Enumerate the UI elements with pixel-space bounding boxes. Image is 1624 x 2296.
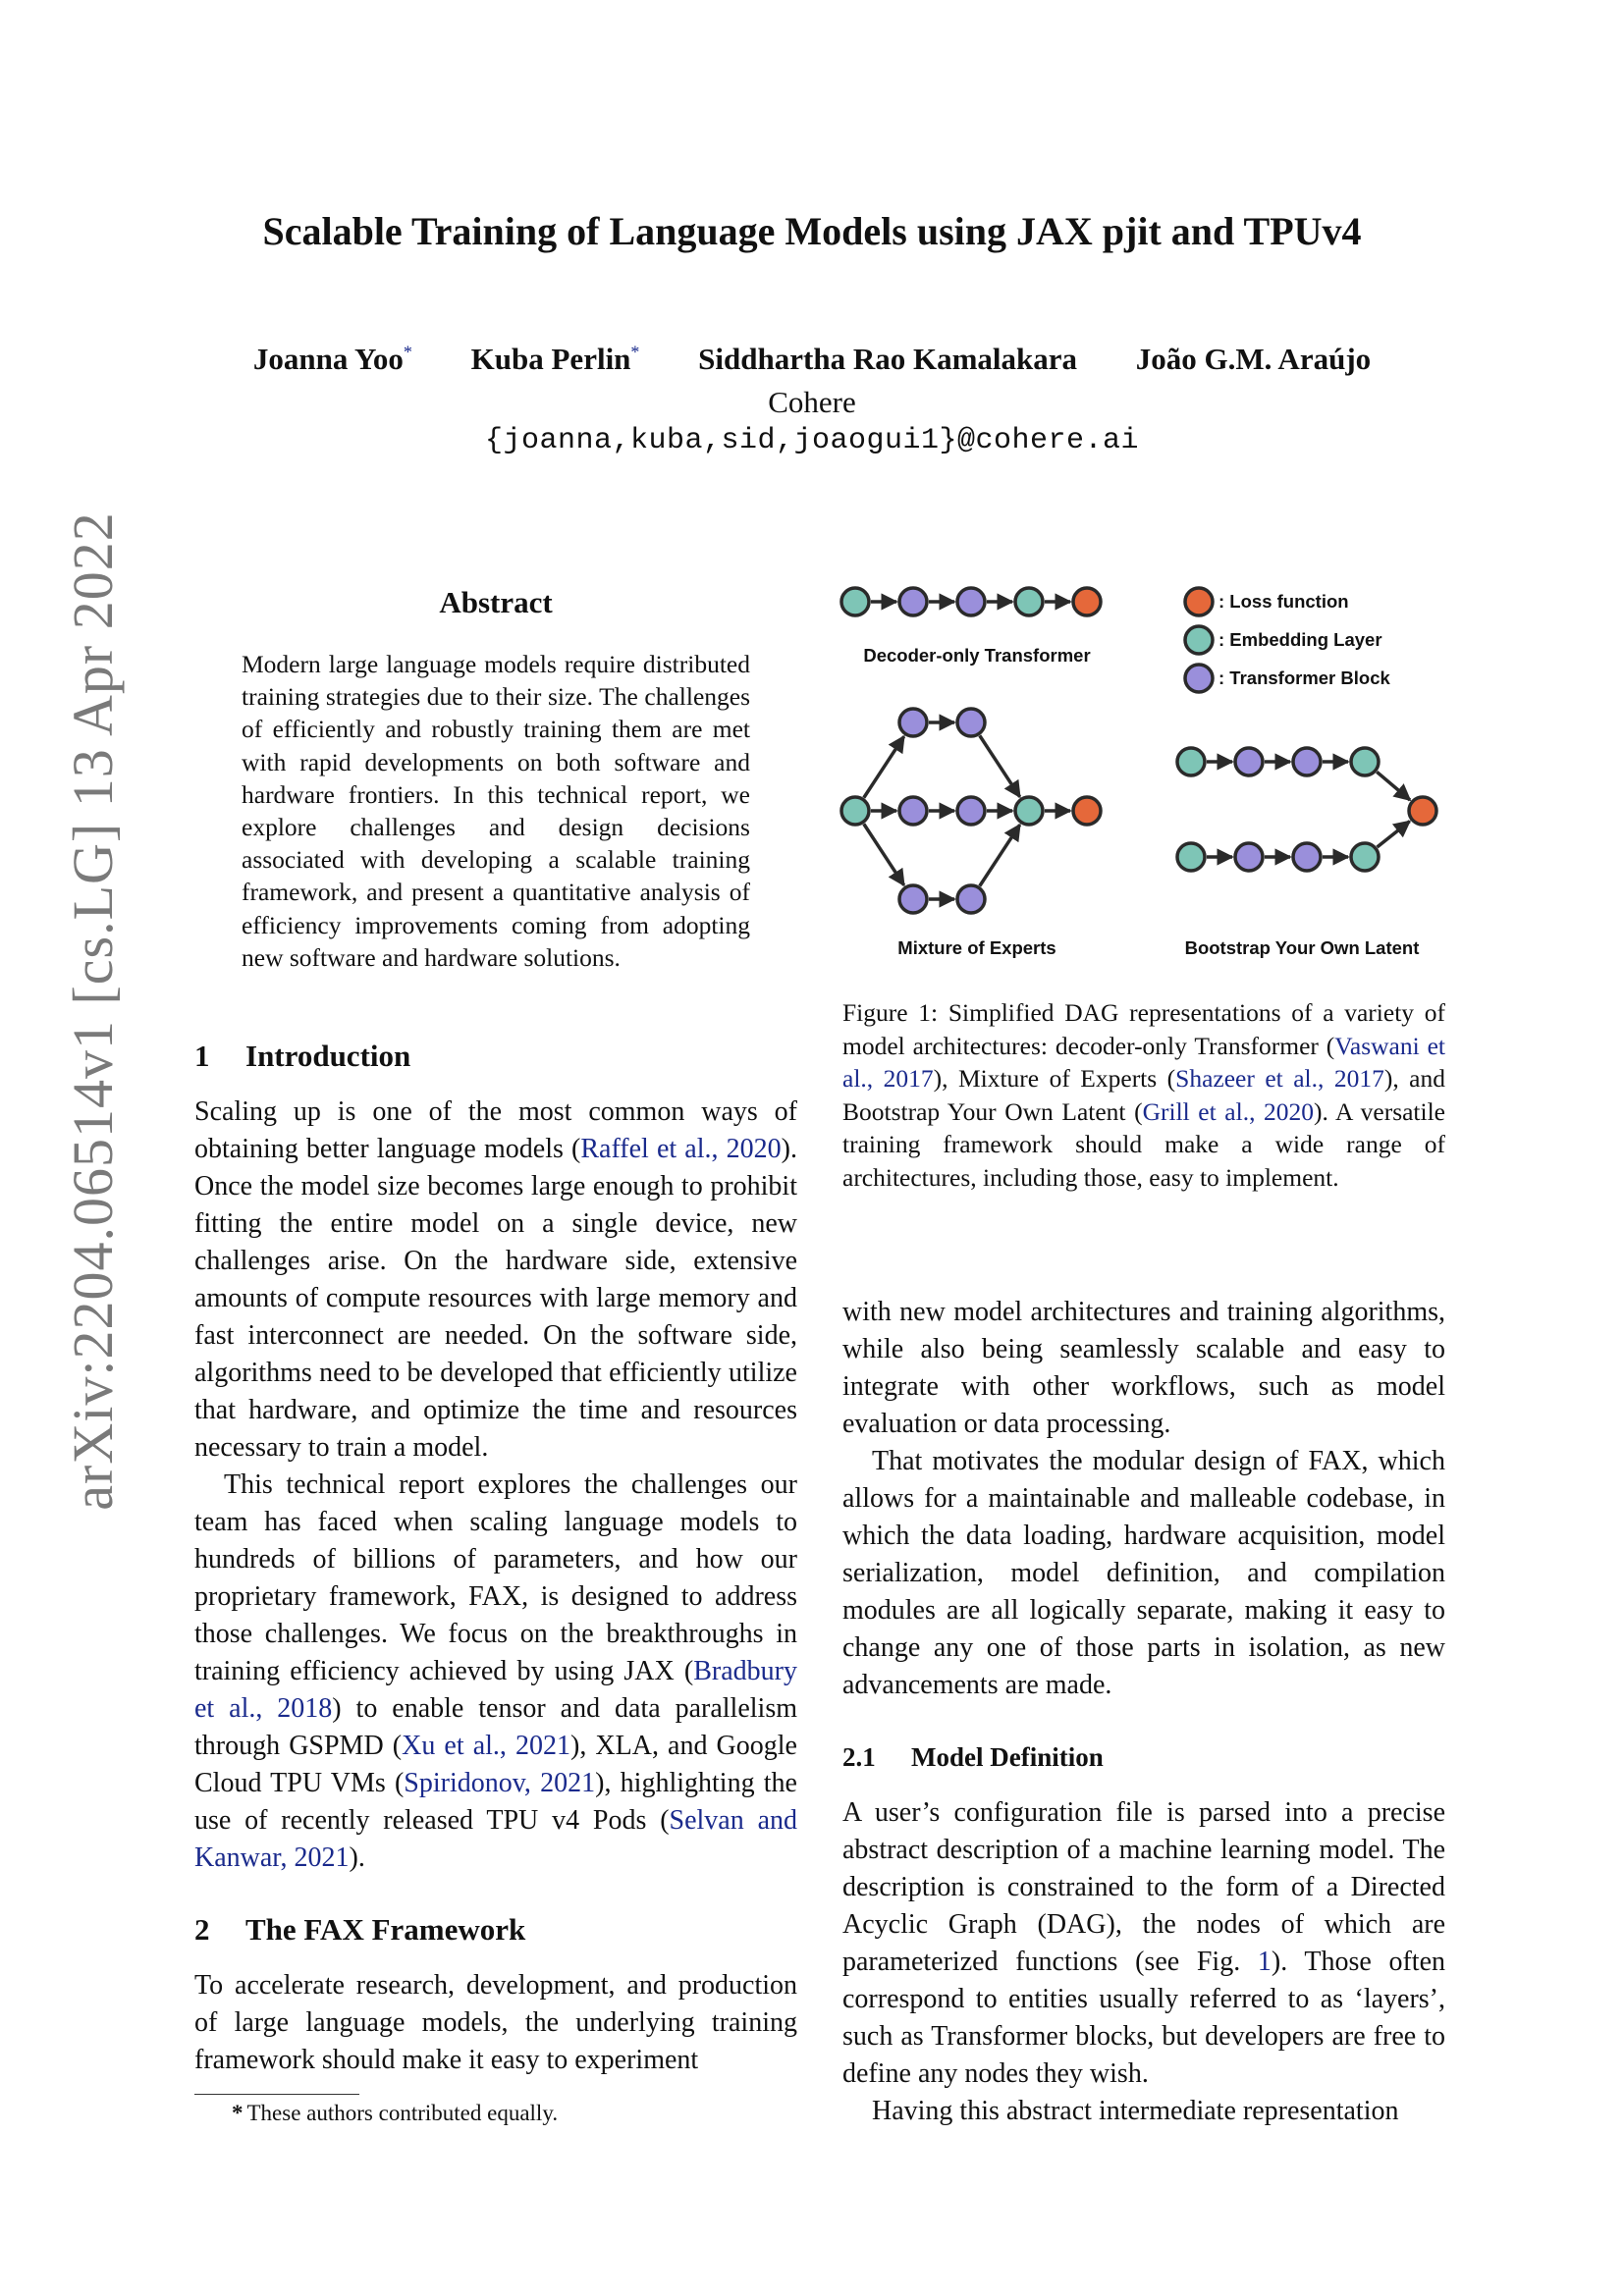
fax-framework-body (194, 1967, 797, 2079)
legend-label-embedding: : Embedding Layer (1218, 629, 1382, 650)
graph-edge-arrow (864, 736, 904, 797)
figure-dag-architectures (833, 579, 1441, 972)
graph-edge-arrow (1377, 772, 1410, 800)
legend-swatch-loss (1185, 588, 1213, 615)
label-mixture-of-experts: Mixture of Experts (897, 937, 1056, 958)
author-3 (698, 342, 1077, 377)
citation-link[interactable]: Raffel et al., 2020 (580, 1134, 782, 1164)
citation-link[interactable]: Grill et al., 2020 (1142, 1096, 1315, 1126)
affiliation: Cohere (768, 385, 856, 419)
transformer-block-node (899, 709, 927, 736)
citation-link[interactable]: Vaswani et al., 2017 (842, 1031, 1445, 1093)
paragraph: To accelerate research, development, and production of large language models, the underlying training framework should make it easy to experiment (194, 1970, 797, 2075)
author-name: Siddhartha Rao Kamalakara (698, 342, 1078, 376)
introduction-body (194, 1094, 797, 1877)
paragraph-text: Scaling up is one of the most common ways of obtaining better language models ( (194, 1096, 797, 1164)
author-4 (1136, 342, 1371, 377)
section-title: The FAX Framework (245, 1912, 526, 1947)
paragraph: That motivates the modular design of FAX, which allows for a maintainable and malleable codebase, in which the data loading, hardware acquisition, model serialization, model definition, and compilation modules are all logically separate, making it easy to change any one of those parts in isolation, as new advancements are made. (842, 1446, 1445, 1700)
embedding-layer-node (1177, 748, 1205, 775)
section-number: 2 (194, 1912, 210, 1947)
section-number: 1 (194, 1039, 210, 1073)
figure-caption (842, 996, 1445, 1194)
section-heading-introduction (194, 1039, 410, 1074)
author-list (0, 342, 1624, 377)
graph-edge-arrow (1378, 822, 1410, 847)
paragraph-text: ). (349, 1842, 365, 1873)
author-name: Joanna Yoo (252, 342, 404, 376)
paragraph-text: ). Once the model size becomes large enough to prohibit fitting the entire model on a single device, new challenges arise. On the hardware side, extensive amounts of compute resources with large memory and fast interconnect are needed. On the software side, algorithms need to be developed that efficiently utilize that hardware, and optimize the time and resources necessary to train a model. (194, 1134, 797, 1463)
footnote (232, 2101, 558, 2126)
transformer-block-node (957, 588, 985, 615)
figure-legend (1185, 588, 1390, 692)
transformer-block-node (1293, 748, 1321, 775)
paragraph-text: A user’s configuration file is parsed into a precise abstract description of a machine learning model. The description is constrained to the form of a Directed Acyclic Graph (DAG), the nodes of which are parameterized functions (see Fig. (842, 1797, 1445, 1977)
embedding-layer-node (841, 588, 869, 615)
footnote-text: These authors contributed equally. (246, 2101, 559, 2125)
embedding-layer-node (841, 797, 869, 825)
paragraph-text: This technical report explores the challenges our team has faced when scaling language models to hundreds of billions of parameters, and how our proprietary framework, FAX, is designed to address those challenges. We focus on the breakthroughs in training efficiency achieved by using JAX ( (194, 1469, 797, 1686)
caption-text: ), Mixture of Experts ( (933, 1064, 1176, 1093)
paragraph: Having this abstract intermediate representation (872, 2096, 1399, 2126)
paragraph-text: ), highlighting the use of recently released TPU v4 Pods ( (194, 1768, 797, 1836)
paragraph (194, 1094, 797, 1467)
transformer-block-node (957, 885, 985, 913)
embedding-layer-node (1015, 797, 1043, 825)
loss-function-node (1073, 588, 1101, 615)
abstract-heading: Abstract (439, 585, 553, 619)
paper-title: Scalable Training of Language Models using JAX pjit and TPUv4 (262, 209, 1362, 253)
paragraph: with new model architectures and training algorithms, while also being seamlessly scalable and easy to integrate with other workflows, such as model evaluation or data processing. (842, 1297, 1445, 1439)
caption-text: Figure 1: Simplified DAG representations of a variety of model architectures: decoder-only Transformer ( (842, 998, 1445, 1060)
embedding-layer-node (1177, 843, 1205, 871)
equal-contribution-mark[interactable]: * (403, 342, 412, 362)
arxiv-stamp: arXiv:2204.06514v1 [cs.LG] 13 Apr 2022 (61, 511, 125, 1511)
citation-link[interactable]: Bradbury et al., 2018 (194, 1656, 797, 1724)
transformer-block-node (957, 797, 985, 825)
caption-text: ). A versatile training framework should make a wide range of architectures, including those, easy to implement. (842, 1096, 1446, 1192)
graph-edge-arrow (980, 825, 1020, 885)
citation-link[interactable]: Shazeer et al., 2017 (1175, 1064, 1384, 1093)
legend-swatch-transformer (1185, 665, 1213, 692)
transformer-block-node (899, 797, 927, 825)
transformer-block-node (899, 588, 927, 615)
abstract-text: Modern large language models require distributed training strategies due to their size. The challenges of efficiently and robustly training them are met with rapid developments on both software and hardware frontiers. In this technical report, we explore challenges and design decisions associated with developing a scalable training framework, and present a quantitative analysis of efficiency improvements coming from adopting new software and hardware solutions. (242, 650, 750, 972)
legend-label-transformer: : Transformer Block (1218, 667, 1390, 688)
subsection-heading-model-definition (842, 1742, 1104, 1773)
author-name: João G.M. Araújo (1135, 342, 1372, 376)
fax-framework-body-continued (842, 1294, 1445, 1704)
transformer-block-node (1235, 843, 1263, 871)
section-heading-fax-framework (194, 1912, 525, 1948)
transformer-block-node (1235, 748, 1263, 775)
equal-contribution-mark[interactable]: * (630, 342, 640, 362)
citation-link[interactable]: Xu et al., 2021 (402, 1731, 570, 1761)
footnote-mark: * (232, 2101, 244, 2125)
transformer-block-node (899, 885, 927, 913)
loss-function-node (1409, 797, 1436, 825)
author-name: Kuba Perlin (470, 342, 631, 376)
section-number: 2.1 (842, 1742, 876, 1772)
paragraph (194, 1467, 797, 1877)
loss-function-node (1073, 797, 1101, 825)
caption-text: ), and Bootstrap Your Own Latent ( (842, 1064, 1445, 1126)
graph-edge-arrow (864, 824, 904, 884)
graph-edge-arrow (980, 735, 1020, 796)
model-definition-body (842, 1794, 1445, 2130)
label-decoder-only: Decoder-only Transformer (863, 645, 1091, 666)
paragraph (842, 1794, 1445, 2093)
paragraph-text: ), XLA, and Google Cloud TPU VMs ( (194, 1731, 797, 1798)
transformer-block-node (1293, 843, 1321, 871)
legend-swatch-embedding (1185, 626, 1213, 654)
embedding-layer-node (1351, 843, 1379, 871)
paragraph-text: ) to enable tensor and data parallelism through GSPMD ( (194, 1693, 797, 1761)
transformer-block-node (957, 709, 985, 736)
author-2 (471, 342, 640, 377)
figure-reference-link[interactable]: 1 (1257, 1947, 1272, 1977)
footnote-divider (194, 2094, 359, 2095)
embedding-layer-node (1351, 748, 1379, 775)
section-title: Model Definition (911, 1742, 1104, 1772)
embedding-layer-node (1015, 588, 1043, 615)
author-email: {joanna,kuba,sid,joaogui1}@cohere.ai (484, 424, 1140, 457)
citation-link[interactable]: Selvan and Kanwar, 2021 (194, 1805, 797, 1873)
author-1 (253, 342, 412, 377)
legend-label-loss: : Loss function (1218, 591, 1349, 612)
label-bootstrap-your-own-latent: Bootstrap Your Own Latent (1184, 937, 1420, 958)
citation-link[interactable]: Spiridonov, 2021 (404, 1768, 596, 1798)
section-title: Introduction (245, 1039, 411, 1073)
paragraph-text: ). Those often correspond to entities usually referred to as ‘layers’, such as Transformer blocks, but developers are free to define any nodes they wish. (842, 1947, 1445, 2089)
